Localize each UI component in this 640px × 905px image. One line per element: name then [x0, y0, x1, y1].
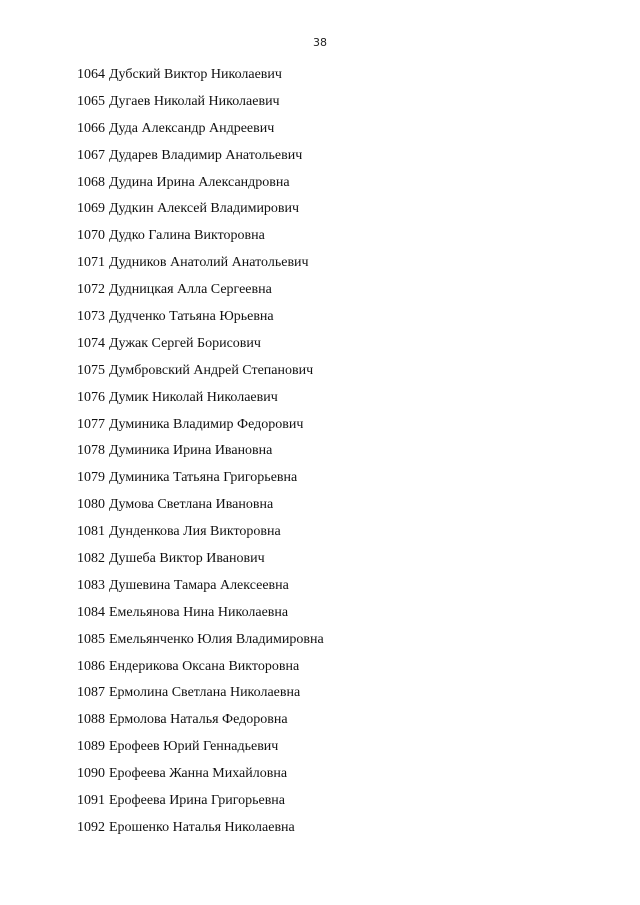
- entry-number: 1084: [77, 604, 105, 620]
- list-item: [77, 631, 324, 658]
- entry-full-name: Ермолина Светлана Николаевна: [109, 685, 301, 701]
- entry-number: 1068: [77, 174, 105, 190]
- entry-full-name: Душевина Тамара Алексеевна: [109, 577, 289, 593]
- entry-full-name: Дудченко Татьяна Юрьевна: [109, 309, 274, 325]
- list-item: [77, 819, 324, 846]
- list-item: [77, 362, 324, 389]
- entry-full-name: Думик Николай Николаевич: [109, 389, 278, 405]
- entry-number: 1070: [77, 228, 105, 244]
- name-list: [77, 66, 324, 846]
- list-item: [77, 120, 324, 147]
- entry-number: 1064: [77, 67, 105, 82]
- entry-number: 1078: [77, 443, 105, 459]
- entry-number: 1071: [77, 255, 105, 271]
- entry-full-name: Ерофеева Ирина Григорьевна: [109, 793, 286, 809]
- entry-number: 1074: [77, 335, 105, 351]
- list-item: [77, 792, 324, 819]
- entry-full-name: Емельянова Нина Николаевна: [109, 604, 289, 620]
- entry-number: 1076: [77, 389, 105, 405]
- list-item: [77, 658, 324, 685]
- list-item: [77, 308, 324, 335]
- entry-full-name: Думиника Татьяна Григорьевна: [109, 470, 298, 486]
- entry-full-name: Дудницкая Алла Сергеевна: [109, 282, 272, 298]
- entry-full-name: Дударев Владимир Анатольевич: [109, 147, 303, 163]
- entry-number: 1081: [77, 524, 105, 540]
- entry-full-name: Дуда Александр Андреевич: [109, 120, 275, 136]
- list-item: [77, 738, 324, 765]
- list-item: [77, 416, 324, 443]
- entry-number: 1080: [77, 497, 105, 513]
- list-item: [77, 765, 324, 792]
- entry-number: 1085: [77, 631, 105, 647]
- list-item: [77, 442, 324, 469]
- entry-full-name: Ендерикова Оксана Викторовна: [109, 658, 300, 674]
- entry-number: 1072: [77, 282, 105, 298]
- entry-number: 1092: [77, 819, 105, 835]
- entry-full-name: Ерофеева Жанна Михайловна: [109, 766, 288, 782]
- entry-number: 1067: [77, 147, 105, 163]
- list-item: [77, 604, 324, 631]
- entry-number: 1083: [77, 577, 105, 593]
- entry-full-name: Дудников Анатолий Анатольевич: [109, 255, 309, 271]
- entry-number: 1087: [77, 685, 105, 701]
- list-item: [77, 550, 324, 577]
- entry-full-name: Думиника Владимир Федорович: [109, 416, 304, 432]
- list-item: [77, 577, 324, 604]
- list-item: [77, 335, 324, 362]
- list-item: [77, 227, 324, 254]
- list-item: [77, 684, 324, 711]
- entry-number: 1082: [77, 551, 105, 567]
- entry-full-name: Дугаев Николай Николаевич: [109, 93, 280, 109]
- list-item: [77, 93, 324, 120]
- entry-full-name: Емельянченко Юлия Владимировна: [109, 631, 324, 647]
- entry-number: 1073: [77, 309, 105, 325]
- list-item: [77, 66, 324, 93]
- entry-number: 1088: [77, 712, 105, 728]
- list-item: [77, 254, 324, 281]
- entry-number: 1079: [77, 470, 105, 486]
- entry-number: 1065: [77, 93, 105, 109]
- entry-full-name: Ерошенко Наталья Николаевна: [109, 819, 295, 835]
- entry-full-name: Душеба Виктор Иванович: [109, 551, 265, 567]
- list-item: [77, 496, 324, 523]
- entry-full-name: Дужак Сергей Борисович: [109, 335, 261, 351]
- entry-number: 1086: [77, 658, 105, 674]
- entry-full-name: Дудкин Алексей Владимирович: [109, 201, 300, 217]
- page-number: 38: [313, 36, 327, 49]
- entry-full-name: Ерофеев Юрий Геннадьевич: [109, 739, 279, 755]
- entry-full-name: Дунденкова Лия Викторовна: [109, 524, 281, 540]
- list-item: [77, 523, 324, 550]
- entry-full-name: Думиника Ирина Ивановна: [109, 443, 273, 459]
- list-item: [77, 147, 324, 174]
- entry-full-name: Думова Светлана Ивановна: [109, 497, 274, 513]
- entry-number: 1089: [77, 739, 105, 755]
- list-item: [77, 281, 324, 308]
- list-item: [77, 174, 324, 201]
- list-item: [77, 200, 324, 227]
- entry-number: 1069: [77, 201, 105, 217]
- list-item: [77, 711, 324, 738]
- list-item: [77, 389, 324, 416]
- entry-full-name: Дудко Галина Викторовна: [109, 228, 265, 244]
- entry-full-name: Дубский Виктор Николаевич: [109, 67, 282, 82]
- entry-full-name: Думбровский Андрей Степанович: [109, 362, 314, 378]
- entry-number: 1077: [77, 416, 105, 432]
- entry-number: 1075: [77, 362, 105, 378]
- list-item: [77, 469, 324, 496]
- entry-number: 1066: [77, 120, 105, 136]
- entry-full-name: Ермолова Наталья Федоровна: [109, 712, 288, 728]
- entry-full-name: Дудина Ирина Александровна: [109, 174, 290, 190]
- entry-number: 1090: [77, 766, 105, 782]
- entry-number: 1091: [77, 793, 105, 809]
